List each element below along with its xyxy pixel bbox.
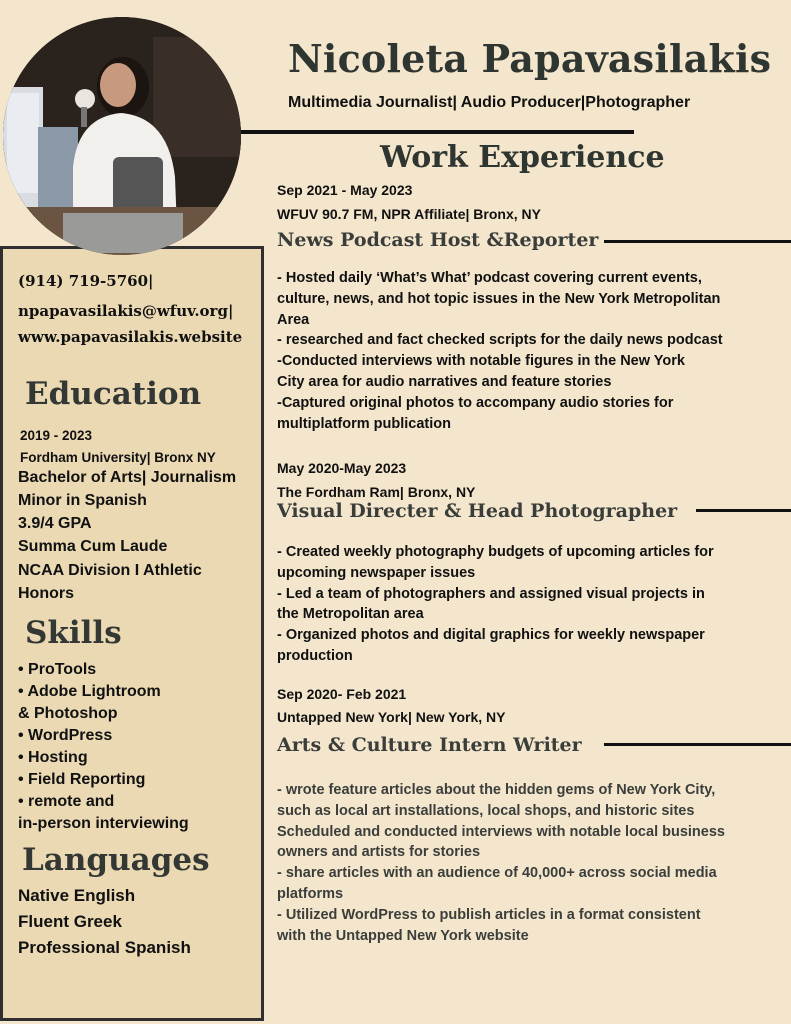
description-line: production [277, 647, 353, 664]
job-organization: WFUV 90.7 FM, NPR Affiliate| Bronx, NY [277, 206, 541, 222]
job-role: Visual Directer & Head Photographer [277, 500, 678, 522]
role-divider [604, 743, 791, 746]
description-line: - Led a team of photographers and assigned visual projects in [277, 585, 705, 602]
job-description [277, 780, 777, 946]
description-line: Scheduled and conducted interviews with notable local business [277, 823, 725, 840]
description-line: City area for audio narratives and feature stories [277, 373, 612, 390]
language-item: Fluent Greek [18, 912, 122, 931]
education-line: Bachelor of Arts| Journalism [18, 469, 237, 486]
description-line: upcoming newspaper issues [277, 564, 476, 581]
description-line: -Conducted interviews with notable figures in the New York [277, 353, 685, 370]
description-line: - wrote feature articles about the hidden gems of New York City, [277, 782, 716, 798]
skill-item: & Photoshop [18, 705, 118, 722]
profile-photo-illustration [3, 17, 241, 255]
tagline: Multimedia Journalist| Audio Producer|Photographer [288, 94, 691, 111]
header-divider [241, 130, 634, 134]
education-heading: Education [25, 376, 202, 412]
description-line: culture, news, and hot topic issues in the New York Metropolitan [277, 290, 721, 307]
job-role: Arts & Culture Intern Writer [277, 734, 582, 756]
job-dates: Sep 2020- Feb 2021 [277, 686, 407, 702]
language-item: Native English [18, 886, 136, 905]
description-line: -Captured original photos to accompany audio stories for [277, 394, 674, 411]
skill-item: • Field Reporting [18, 771, 146, 788]
skill-item: • WordPress [18, 727, 113, 744]
description-line: with the Untapped New York website [277, 927, 529, 944]
language-item: Professional Spanish [18, 938, 191, 957]
role-divider [604, 240, 791, 243]
job-organization: Untapped New York| New York, NY [277, 709, 506, 725]
education-dates: 2019 - 2023 [20, 428, 93, 443]
skill-item: • Hosting [18, 749, 88, 766]
education-line: Summa Cum Laude [18, 538, 168, 555]
description-line: - Created weekly photography budgets of upcoming articles for [277, 544, 714, 560]
education-school: Fordham University| Bronx NY [20, 450, 216, 465]
description-line: - Hosted daily ‘What’s What’ podcast covering current events, [277, 270, 702, 286]
education-line: Honors [18, 585, 74, 602]
description-line: multiplatform publication [277, 415, 451, 432]
contact-phone[interactable]: (914) 719-5760| [18, 272, 154, 290]
job-description [277, 542, 777, 667]
job-dates: Sep 2021 - May 2023 [277, 182, 413, 198]
description-line: such as local art installations, local shops, and historic sites [277, 802, 695, 819]
description-line: - share articles with an audience of 40,000+ across social media [277, 865, 717, 882]
page-title: Nicoleta Papavasilakis [288, 36, 772, 81]
work-experience-heading: Work Experience [380, 140, 665, 175]
education-line: Minor in Spanish [18, 492, 147, 509]
languages-heading: Languages [22, 842, 210, 878]
description-line: platforms [277, 885, 344, 902]
education-line: 3.9/4 GPA [18, 515, 92, 532]
description-line: - Utilized WordPress to publish articles in a format consistent [277, 906, 701, 923]
skills-heading: Skills [25, 615, 122, 651]
education-line: NCAA Division I Athletic [18, 562, 202, 579]
description-line: owners and artists for stories [277, 844, 481, 861]
job-dates: May 2020-May 2023 [277, 460, 407, 476]
description-line: - researched and fact checked scripts for the daily news podcast [277, 332, 723, 349]
job-role: News Podcast Host &Reporter [277, 229, 599, 251]
skill-item: in-person interviewing [18, 815, 189, 832]
job-description [277, 268, 777, 434]
job-organization: The Fordham Ram| Bronx, NY [277, 484, 476, 500]
description-line: - Organized photos and digital graphics for weekly newspaper [277, 627, 705, 644]
description-line: the Metropolitan area [277, 606, 424, 623]
profile-photo [3, 17, 241, 255]
contact-email[interactable]: npapavasilakis@wfuv.org| [18, 302, 234, 320]
description-line: Area [277, 311, 310, 328]
skill-item: • Adobe Lightroom [18, 683, 161, 700]
contact-website[interactable]: www.papavasilakis.website [18, 328, 243, 346]
skill-item: • remote and [18, 793, 115, 810]
role-divider [696, 509, 791, 512]
skill-item: • ProTools [18, 661, 97, 678]
